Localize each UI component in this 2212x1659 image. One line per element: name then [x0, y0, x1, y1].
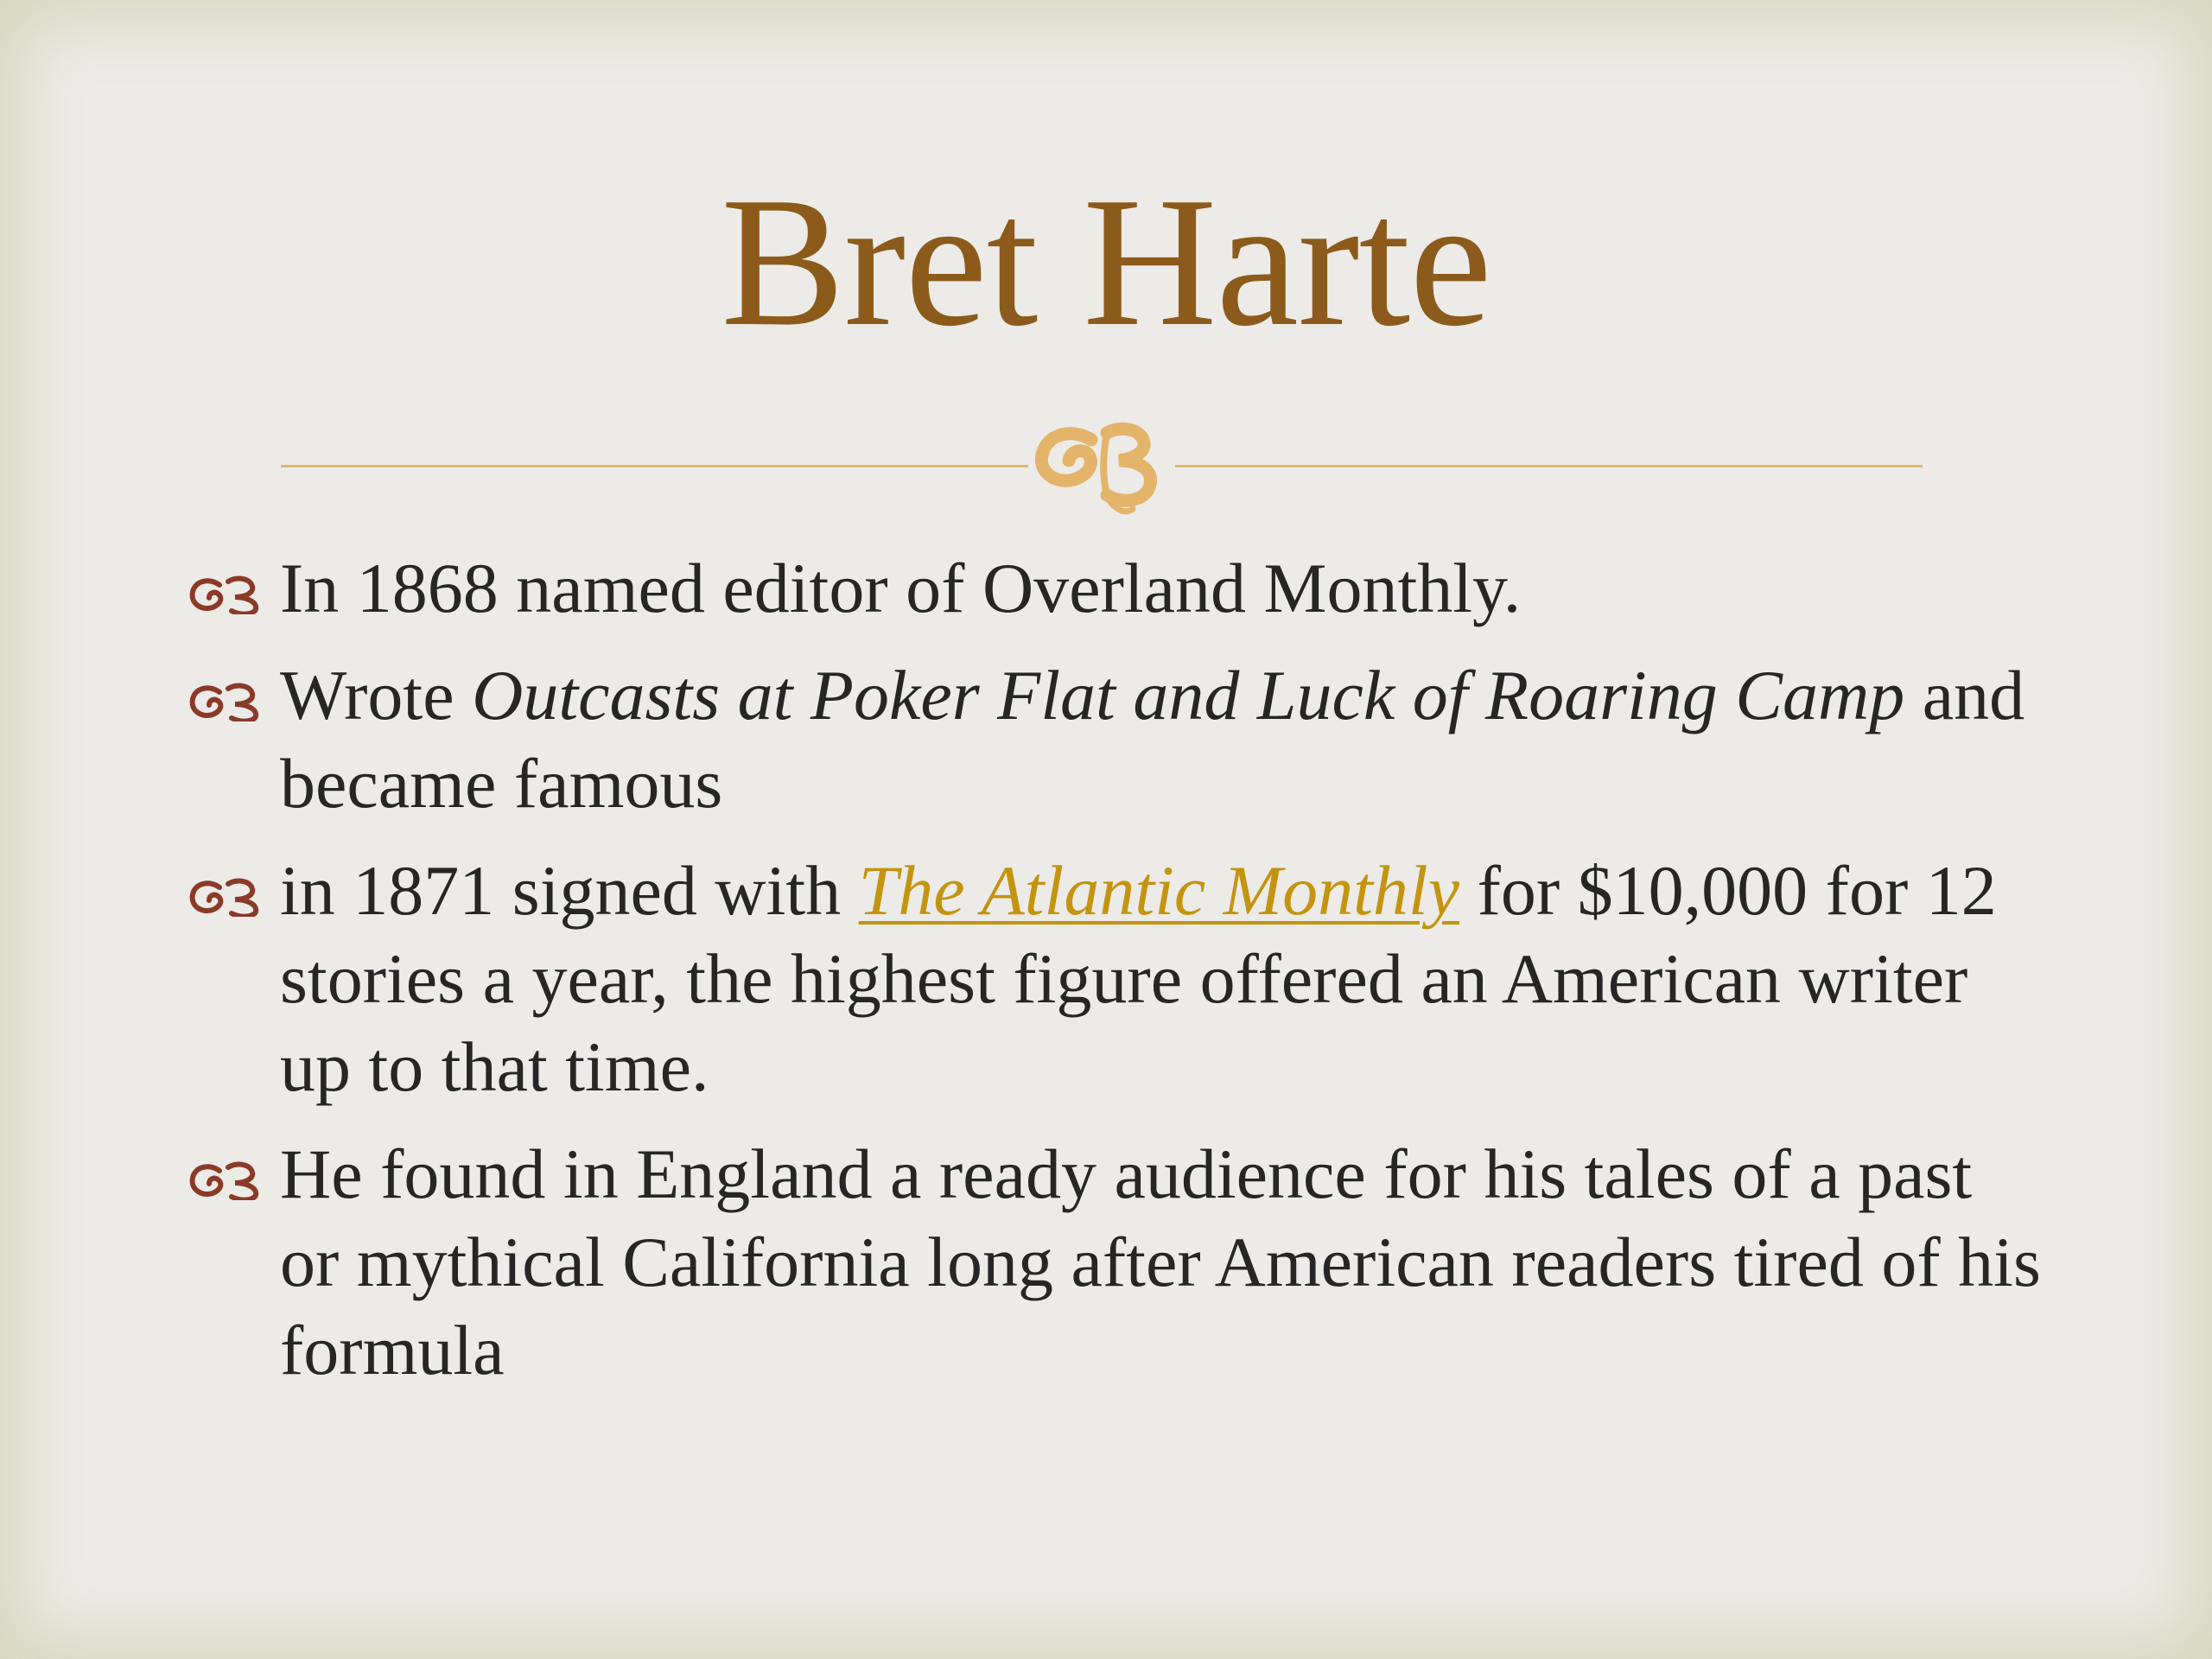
slide-title: Bret Harte: [721, 158, 1491, 365]
divider-line-right: [1175, 465, 1923, 467]
bullet-item: [188, 544, 2046, 632]
ornate-cb-bullet-icon: [188, 875, 264, 917]
bullet-list: [188, 544, 2046, 1414]
ornate-cb-bullet-icon: [188, 573, 264, 614]
bullet-item: [188, 1130, 2046, 1395]
divider-line-left: [281, 465, 1028, 467]
bullet-text: He found in England a ready audience for his tales of a past or mythical California long after American readers tired of his formula: [280, 1135, 2041, 1389]
bullet-text: In 1868 named editor of Overland Monthly.: [280, 549, 1522, 627]
bullet-text-suffix: and became famous: [280, 656, 2025, 823]
bullet-item: [188, 847, 2046, 1111]
ornate-cb-bullet-icon: [188, 1159, 264, 1200]
bullet-text-prefix: in 1871 signed with: [280, 851, 859, 930]
bullet-text-prefix: Wrote: [280, 656, 473, 734]
bullet-text-suffix: for $10,000 for 12 stories a year, the highest figure offered an American writer up to that time.: [280, 851, 1997, 1106]
bullet-item: [188, 652, 2046, 828]
ornate-cb-bullet-icon: [188, 680, 264, 721]
atlantic-monthly-link[interactable]: The Atlantic Monthly: [858, 851, 1460, 930]
book-titles: Outcasts at Poker Flat and Luck of Roaring Camp: [472, 656, 1905, 734]
ornate-cb-flourish-icon: [1024, 414, 1179, 518]
title-divider: [281, 419, 1923, 514]
